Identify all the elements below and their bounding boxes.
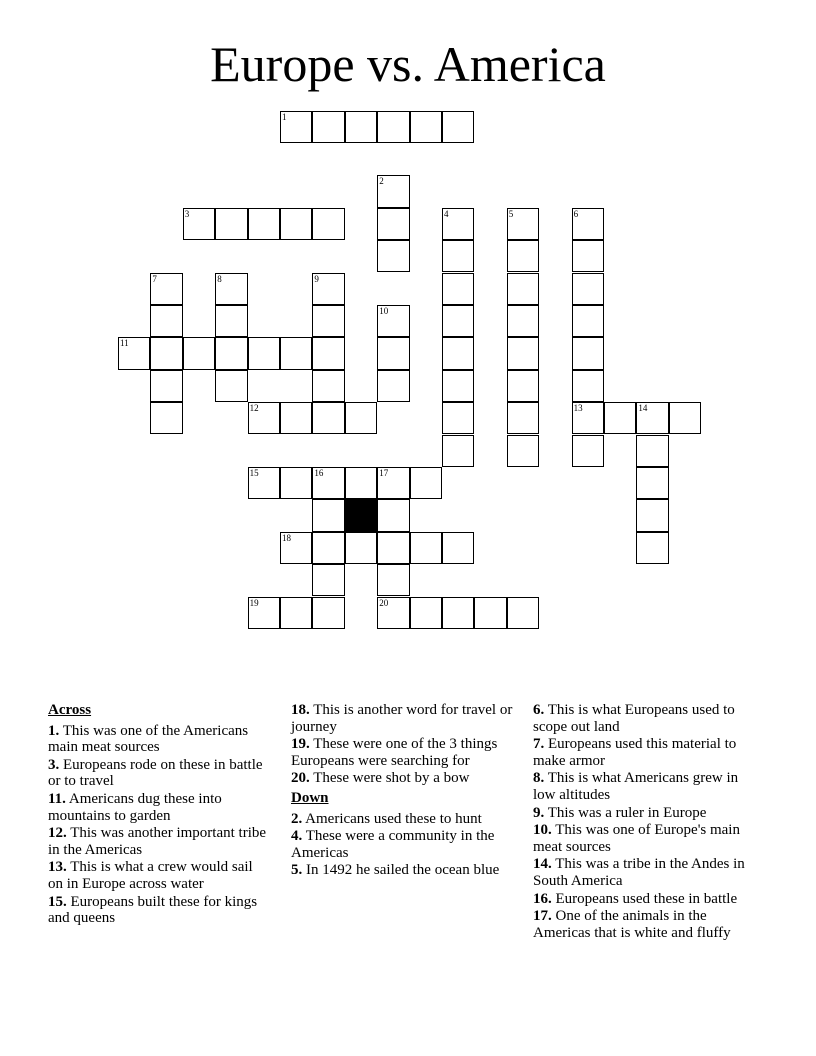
grid-cell[interactable] [636,499,668,531]
clues-column-1 [48,702,268,928]
cell-number: 8 [217,273,222,284]
grid-cell[interactable] [442,435,474,467]
grid-cell[interactable] [410,467,442,499]
across-heading: Across [48,702,92,718]
clue-text: These were one of the 3 things Europeans were searching for [291,736,498,769]
grid-cell[interactable] [248,597,280,629]
grid-cell[interactable] [377,305,409,337]
cell-number: 18 [282,532,291,543]
cell-number: 5 [508,208,514,219]
clue-item [533,770,761,803]
grid-cell[interactable] [442,597,474,629]
grid-cell[interactable] [118,337,150,369]
clue-text: This was one of Europe's main meat sources [533,822,740,855]
cell-number: 2 [379,176,384,187]
grid-cell[interactable] [215,370,247,402]
grid-cell[interactable] [507,337,539,369]
black-square [345,499,377,531]
grid-cell[interactable] [345,532,377,564]
grid-cell[interactable] [474,597,506,629]
grid-cell[interactable] [377,499,409,531]
grid-cell[interactable] [636,402,668,434]
grid-cell[interactable] [442,305,474,337]
clues-column-2 [291,702,519,880]
grid-cell[interactable] [572,208,604,240]
grid-cell[interactable] [636,435,668,467]
grid-cell[interactable] [215,305,247,337]
clue-text: Americans used these to hunt [302,810,482,827]
clue-number: 4. [291,828,303,845]
cell-number: 1 [282,111,287,122]
cell-number: 9 [314,273,319,284]
clues-column-3 [533,702,761,942]
clue-item [533,702,761,735]
grid-cell[interactable] [636,467,668,499]
cell-number: 17 [379,467,389,478]
grid-cell[interactable] [312,564,344,596]
grid-cell[interactable] [345,111,377,143]
grid-cell[interactable] [507,435,539,467]
grid-cell[interactable] [507,240,539,272]
grid-cell[interactable] [507,273,539,305]
grid-cell[interactable] [312,597,344,629]
clue-item [291,811,519,828]
grid-cell[interactable] [312,370,344,402]
grid-cell[interactable] [312,467,344,499]
clue-number: 5. [291,862,303,879]
clue-text: These were a community in the Americas [291,828,495,861]
grid-cell[interactable] [669,402,701,434]
clue-number: 6. [533,702,545,718]
clue-number: 3. [48,756,60,773]
clue-text: Europeans used this material to make armor [533,736,737,769]
grid-cell[interactable] [248,402,280,434]
cell-number: 3 [184,208,190,219]
clue-text: Americans dug these into mountains to garden [48,790,222,824]
grid-cell[interactable] [507,402,539,434]
grid-cell[interactable] [442,532,474,564]
clue-item [533,822,761,855]
grid-cell[interactable] [572,305,604,337]
grid-cell[interactable] [248,467,280,499]
grid-cell[interactable] [410,111,442,143]
down-clue-list-cont [533,702,761,941]
cell-number: 4 [444,208,449,219]
clue-number: 20. [291,770,310,787]
grid-cell[interactable] [507,370,539,402]
clue-item [533,736,761,769]
grid-cell[interactable] [377,240,409,272]
grid-cell[interactable] [215,273,247,305]
cell-number: 13 [573,403,583,414]
clue-text: Europeans built these for kings and queens [48,893,258,927]
grid-cell[interactable] [150,337,182,369]
grid-cell[interactable] [312,532,344,564]
grid-cell[interactable] [345,467,377,499]
clue-item [48,859,268,892]
grid-cell[interactable] [215,337,247,369]
grid-cell[interactable] [410,532,442,564]
grid-cell[interactable] [312,305,344,337]
cell-number: 7 [152,273,157,284]
clue-text: This was a tribe in the Andes in South America [533,856,745,889]
grid-cell[interactable] [377,597,409,629]
across-clue-list-cont [291,702,519,787]
grid-cell[interactable] [442,208,474,240]
clue-text: These were shot by a bow [309,770,470,787]
grid-cell[interactable] [572,402,604,434]
grid-cell[interactable] [312,273,344,305]
cell-number: 15 [249,467,259,478]
clue-number: 11. [48,790,66,807]
grid-cell[interactable] [572,370,604,402]
clue-number: 16. [533,890,552,907]
clue-item [48,825,268,858]
clue-item [291,828,519,861]
clue-text: Europeans rode on these in battle or to travel [48,756,263,790]
clue-item [48,757,268,790]
grid-cell[interactable] [410,597,442,629]
clue-item [48,791,268,824]
clue-item [48,894,268,927]
clue-number: 8. [533,770,545,787]
cell-number: 14 [638,403,648,414]
cell-number: 16 [314,467,324,478]
grid-cell[interactable] [442,370,474,402]
grid-cell[interactable] [377,370,409,402]
grid-cell[interactable] [377,467,409,499]
clue-text: This is what Europeans used to scope out land [533,702,735,735]
grid-cell[interactable] [604,402,636,434]
cell-number: 11 [120,338,129,349]
grid-cell[interactable] [377,532,409,564]
grid-cell[interactable] [150,305,182,337]
grid-cell[interactable] [442,402,474,434]
grid-cell[interactable] [150,402,182,434]
clue-number: 15. [48,893,67,910]
cell-number: 12 [249,403,259,414]
clue-item [533,856,761,889]
clue-text: In 1492 he sailed the ocean blue [302,862,500,879]
clue-number: 17. [533,908,552,925]
clue-text: One of the animals in the Americas that is white and fluffy [533,908,731,941]
grid-cell[interactable] [507,597,539,629]
grid-cell[interactable] [377,337,409,369]
clue-text: This is what Americans grew in low altitudes [533,770,739,803]
clue-text: This was one of the Americans main meat sources [48,722,249,756]
clue-number: 12. [48,825,67,842]
grid-cell[interactable] [636,532,668,564]
clue-number: 13. [48,859,67,876]
down-heading: Down [291,789,329,806]
grid-cell[interactable] [312,111,344,143]
grid-cell[interactable] [215,208,247,240]
clue-number: 18. [291,702,310,718]
clue-text: This was a ruler in Europe [544,804,707,821]
clue-number: 10. [533,822,552,839]
clue-number: 7. [533,736,545,753]
grid-cell[interactable] [442,240,474,272]
cell-number: 20 [379,597,389,608]
grid-cell[interactable] [377,208,409,240]
across-clue-list [48,723,268,927]
grid-cell[interactable] [377,564,409,596]
clue-number: 14. [533,856,552,873]
clue-text: This was another important tribe in the Americas [48,825,267,858]
cell-number: 6 [573,208,579,219]
grid-cell[interactable] [183,337,215,369]
grid-cell[interactable] [150,273,182,305]
grid-cell[interactable] [572,435,604,467]
cell-number: 19 [249,597,259,608]
clue-number: 19. [291,736,310,753]
clue-text: This is another word for travel or journey [291,702,513,735]
clue-item [533,908,761,941]
grid-cell[interactable] [377,175,409,207]
grid-cell[interactable] [280,208,312,240]
cell-number: 10 [379,305,389,316]
clue-text: Europeans used these in battle [551,890,738,907]
grid-cell[interactable] [280,532,312,564]
grid-cell[interactable] [248,208,280,240]
grid-cell[interactable] [312,208,344,240]
grid-cell[interactable] [280,467,312,499]
grid-cell[interactable] [280,597,312,629]
grid-cell[interactable] [442,337,474,369]
grid-cell[interactable] [572,240,604,272]
puzzle-title: Europe vs. America [210,36,606,92]
clue-item [291,862,519,879]
grid-cell[interactable] [572,273,604,305]
grid-cell[interactable] [442,111,474,143]
grid-cell[interactable] [248,337,280,369]
grid-cell[interactable] [507,305,539,337]
grid-cell[interactable] [280,402,312,434]
grid-cell[interactable] [183,208,215,240]
clue-item [48,723,268,756]
grid-cell[interactable] [312,402,344,434]
clue-number: 9. [533,804,545,821]
grid-cell[interactable] [345,402,377,434]
grid-cell[interactable] [442,273,474,305]
clue-number: 1. [48,722,60,739]
grid-cell[interactable] [507,208,539,240]
grid-cell[interactable] [377,111,409,143]
clue-text: This is what a crew would sail on in Europe across water [48,859,253,892]
clue-item [291,702,519,735]
grid-cell[interactable] [280,111,312,143]
grid-cell[interactable] [280,337,312,369]
grid-cell[interactable] [572,337,604,369]
grid-cell[interactable] [312,499,344,531]
clue-item [291,770,519,787]
clue-item [533,891,761,908]
down-clue-list [291,811,519,879]
clue-item [533,805,761,822]
grid-cell[interactable] [312,337,344,369]
grid-cell[interactable] [150,370,182,402]
clue-item [291,736,519,769]
clue-number: 2. [291,810,303,827]
